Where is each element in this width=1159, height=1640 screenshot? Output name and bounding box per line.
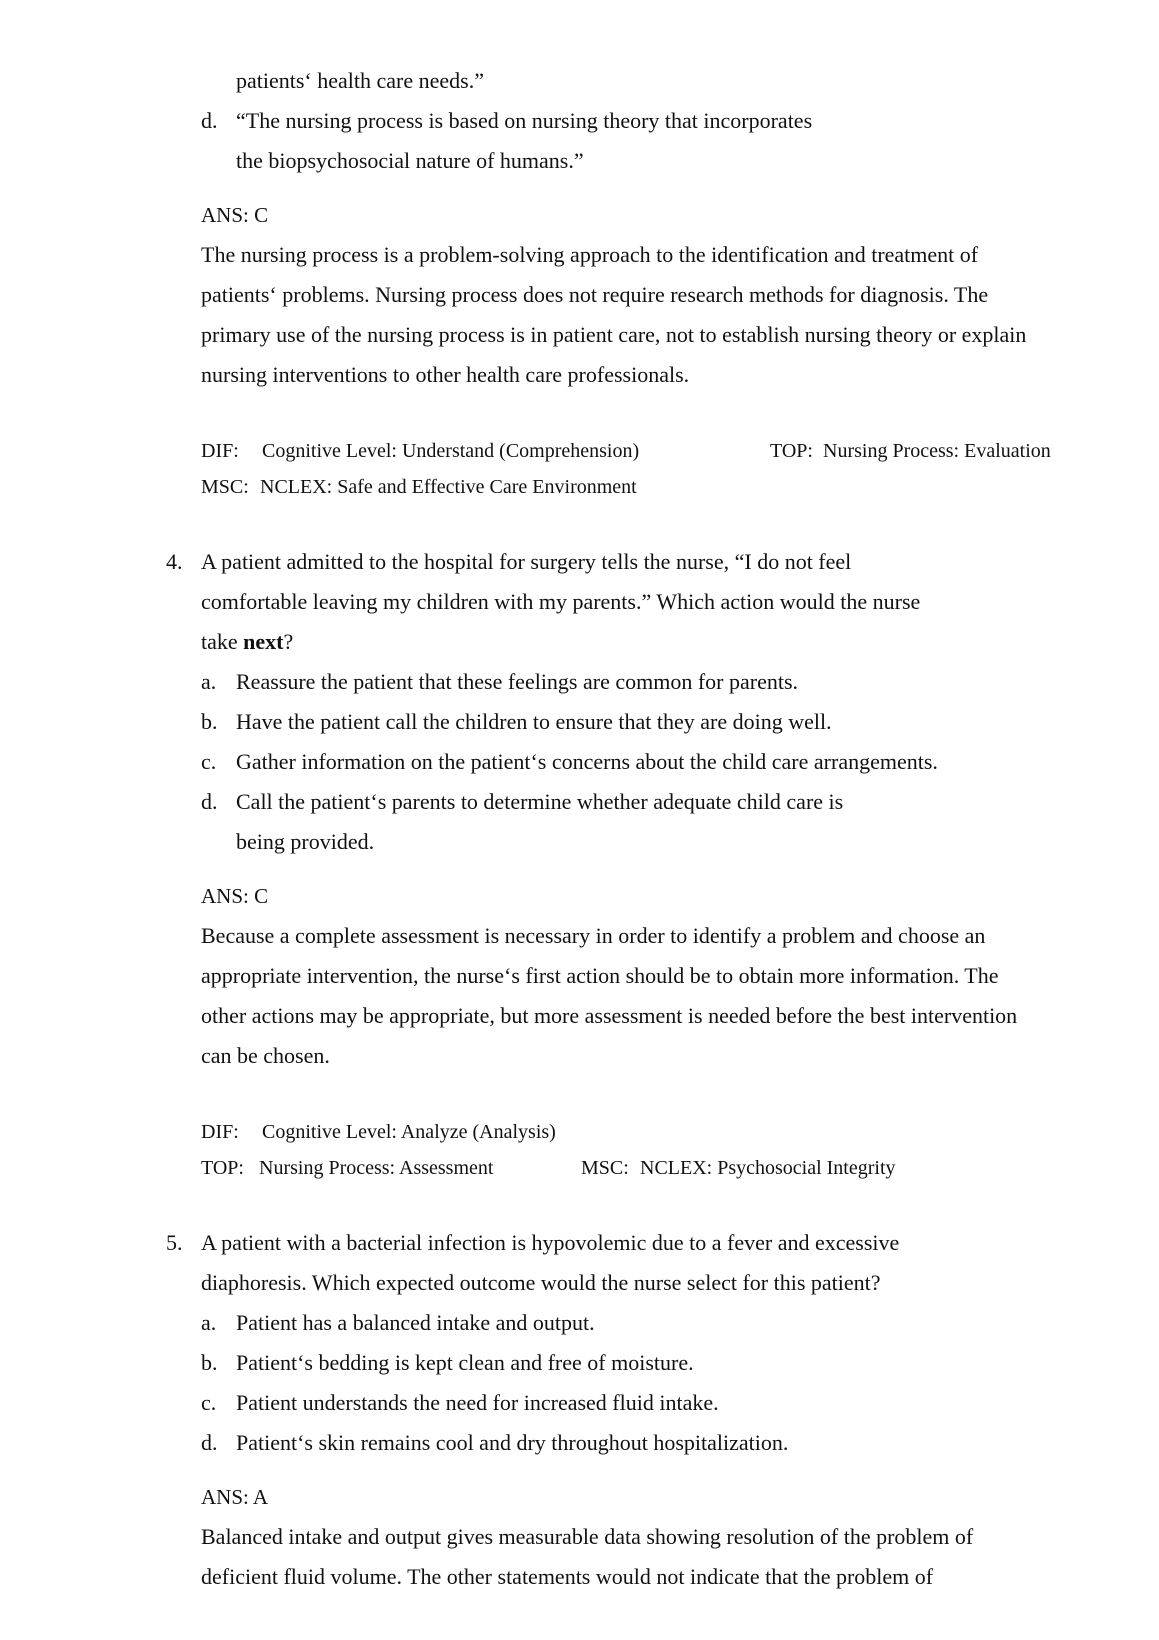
q5-number: 5.	[166, 1230, 183, 1255]
q3-answer: ANS: C	[201, 203, 269, 227]
q3-option-d-letter: d.	[201, 108, 218, 133]
q4-rationale-line: can be chosen.	[201, 1043, 330, 1068]
q4-option-a: Reassure the patient that these feelings are common for parents.	[236, 669, 799, 694]
q4-dif-label: DIF:	[201, 1121, 239, 1143]
q5-option-letter: d.	[201, 1430, 218, 1455]
q3-rationale-line: primary use of the nursing process is in patient care, not to establish nursing theory or explain	[201, 322, 1027, 347]
q4-option-d-cont: being provided.	[236, 829, 375, 854]
q3-top-label: TOP:	[770, 440, 813, 462]
q4-option-c: Gather information on the patient‘s concerns about the child care arrangements.	[236, 749, 938, 774]
q5-option-a: Patient has a balanced intake and output.	[236, 1310, 595, 1335]
q3-rationale-line: patients‘ problems. Nursing process does not require research methods for diagnosis. The	[201, 282, 989, 307]
q4-option-letter: b.	[201, 709, 218, 734]
q5-option-c: Patient understands the need for increased fluid intake.	[236, 1390, 719, 1415]
q5-option-d: Patient‘s skin remains cool and dry throughout hospitalization.	[236, 1430, 789, 1455]
q4-answer: ANS: C	[201, 884, 269, 908]
q5-option-b: Patient‘s bedding is kept clean and free of moisture.	[236, 1350, 694, 1375]
q4-rationale-line: Because a complete assessment is necessary in order to identify a problem and choose an	[201, 923, 986, 948]
q5-stem: A patient with a bacterial infection is hypovolemic due to a fever and excessive	[201, 1230, 900, 1255]
q4-number: 4.	[166, 549, 183, 574]
q4-stem-post: ?	[283, 629, 294, 654]
q4-option-d: Call the patient‘s parents to determine whether adequate child care is	[236, 789, 844, 814]
q4-option-b: Have the patient call the children to ensure that they are doing well.	[236, 709, 832, 734]
q5-answer: ANS: A	[201, 1485, 269, 1509]
q4-stem-pre: take	[201, 629, 244, 654]
q3-rationale-line: nursing interventions to other health care professionals.	[201, 362, 690, 387]
q4-stem-emphasis: next	[243, 629, 284, 654]
q3-msc-label: MSC:	[201, 476, 249, 498]
q3-msc-value: NCLEX: Safe and Effective Care Environment	[260, 476, 637, 498]
q4-msc-label: MSC:	[581, 1157, 629, 1179]
q4-option-letter: a.	[201, 669, 217, 694]
q3-dif-value: Cognitive Level: Understand (Comprehension)	[262, 440, 640, 462]
q3-option-c-continuation: patients‘ health care needs.”	[236, 68, 484, 93]
q5-stem: diaphoresis. Which expected outcome would the nurse select for this patient?	[201, 1270, 881, 1295]
q4-rationale-line: other actions may be appropriate, but more assessment is needed before the best intervention	[201, 1003, 1018, 1028]
q3-option-d-text: “The nursing process is based on nursing theory that incorporates	[236, 108, 813, 133]
q4-stem: comfortable leaving my children with my parents.” Which action would the nurse	[201, 589, 921, 614]
q5-option-letter: b.	[201, 1350, 218, 1375]
q4-rationale-line: appropriate intervention, the nurse‘s first action should be to obtain more information. The	[201, 963, 999, 988]
q3-top-value: Nursing Process: Evaluation	[823, 440, 1051, 462]
q4-msc-value: NCLEX: Psychosocial Integrity	[640, 1157, 896, 1179]
q3-rationale-line: The nursing process is a problem-solving approach to the identification and treatment of	[201, 242, 979, 267]
q4-option-letter: c.	[201, 749, 217, 774]
q4-option-letter: d.	[201, 789, 218, 814]
q5-rationale-line: deficient fluid volume. The other statements would not indicate that the problem of	[201, 1564, 934, 1589]
q5-option-letter: c.	[201, 1390, 217, 1415]
q5-rationale-line: Balanced intake and output gives measurable data showing resolution of the problem of	[201, 1524, 974, 1549]
q3-dif-label: DIF:	[201, 440, 239, 462]
q5-option-letter: a.	[201, 1310, 217, 1335]
q4-dif-value: Cognitive Level: Analyze (Analysis)	[262, 1121, 556, 1143]
q3-option-d-text-cont: the biopsychosocial nature of humans.”	[236, 148, 584, 173]
q4-top-value: Nursing Process: Assessment	[259, 1157, 494, 1179]
q4-stem: A patient admitted to the hospital for surgery tells the nurse, “I do not feel	[201, 549, 852, 574]
q4-stem-last	[201, 628, 293, 656]
q4-top-label: TOP:	[201, 1157, 244, 1179]
